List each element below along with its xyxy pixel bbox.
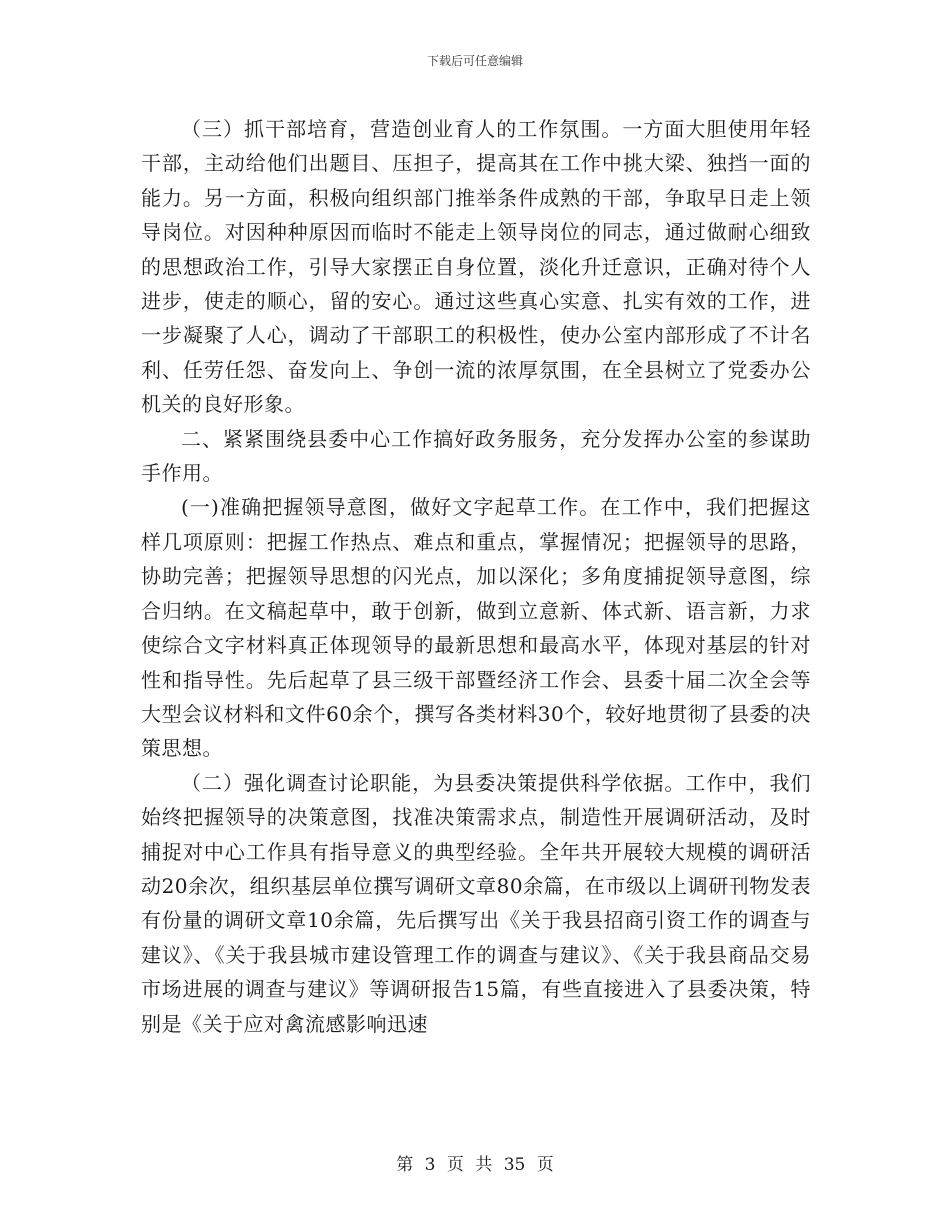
paragraph-research-investigation: （二）强化调查讨论职能，为县委决策提供科学依据。工作中，我们始终把握领导的决策意图，找准决策需求点，制造性开展调研活动，及时捕捉对中心工作具有指导意义的典型经验。全年共开展较大规模的调研活动20余次，组织基层单位撰写调研文章80余篇，在市级以上调研刊物发表有份量的调研文章10余篇，先后撰写出《关于我县招商引资工作的调查与建议》、《关于我县城市建设管理工作的调查与建议》、《关于我县商品交易市场进展的调查与建议》等调研报告15篇，有些直接进入了县委决策，特别是《关于应对禽流感影响迅速 bbox=[141, 770, 811, 1036]
page-header: 下载后可任意编辑 bbox=[426, 54, 523, 68]
paragraph-cadre-training: （三）抓干部培育，营造创业育人的工作氛围。一方面大胆使用年轻干部，主动给他们出题目、压担子，提高其在工作中挑大梁、独挡一面的能力。另一方面，积极向组织部门推举条件成熟的干部，争取早日走上领导岗位。对因种种原因而临时不能走上领导岗位的同志，通过做耐心细致的思想政治工作，引导大家摆正自身位置，淡化升迁意识，正确对待个人进步，使走的顺心，留的安心。通过这些真心实意、扎实有效的工作，进一步凝聚了人心，调动了干部职工的积极性，使办公室内部形成了不计名利、任劳任怨、奋发向上、争创一流的浓厚氛围，在全县树立了党委办公机关的良好形象。 bbox=[141, 117, 811, 417]
paragraph-document-drafting: (一)准确把握领导意图，做好文字起草工作。在工作中，我们把握这样几项原则：把握工作热点、难点和重点，掌握情况；把握领导的思路，协助完善；把握领导思想的闪光点，加以深化；多角度捕捉领导意图，综合归纳。在文稿起草中，敢于创新，做到立意新、体式新、语言新，力求使综合文字材料真正体现领导的最新思想和最高水平，体现对基层的针对性和指导性。先后起草了县三级干部暨经济工作会、县委十届二次全会等大型会议材料和文件60余个，撰写各类材料30个，较好地贯彻了县委的决策思想。 bbox=[141, 495, 811, 761]
document-body bbox=[141, 112, 811, 1041]
paragraph-section-two-heading: 二、紧紧围绕县委中心工作搞好政务服务，充分发挥办公室的参谋助手作用。 bbox=[141, 426, 811, 486]
page-number-footer: 第 3 页 共 35 页 bbox=[396, 1155, 554, 1175]
